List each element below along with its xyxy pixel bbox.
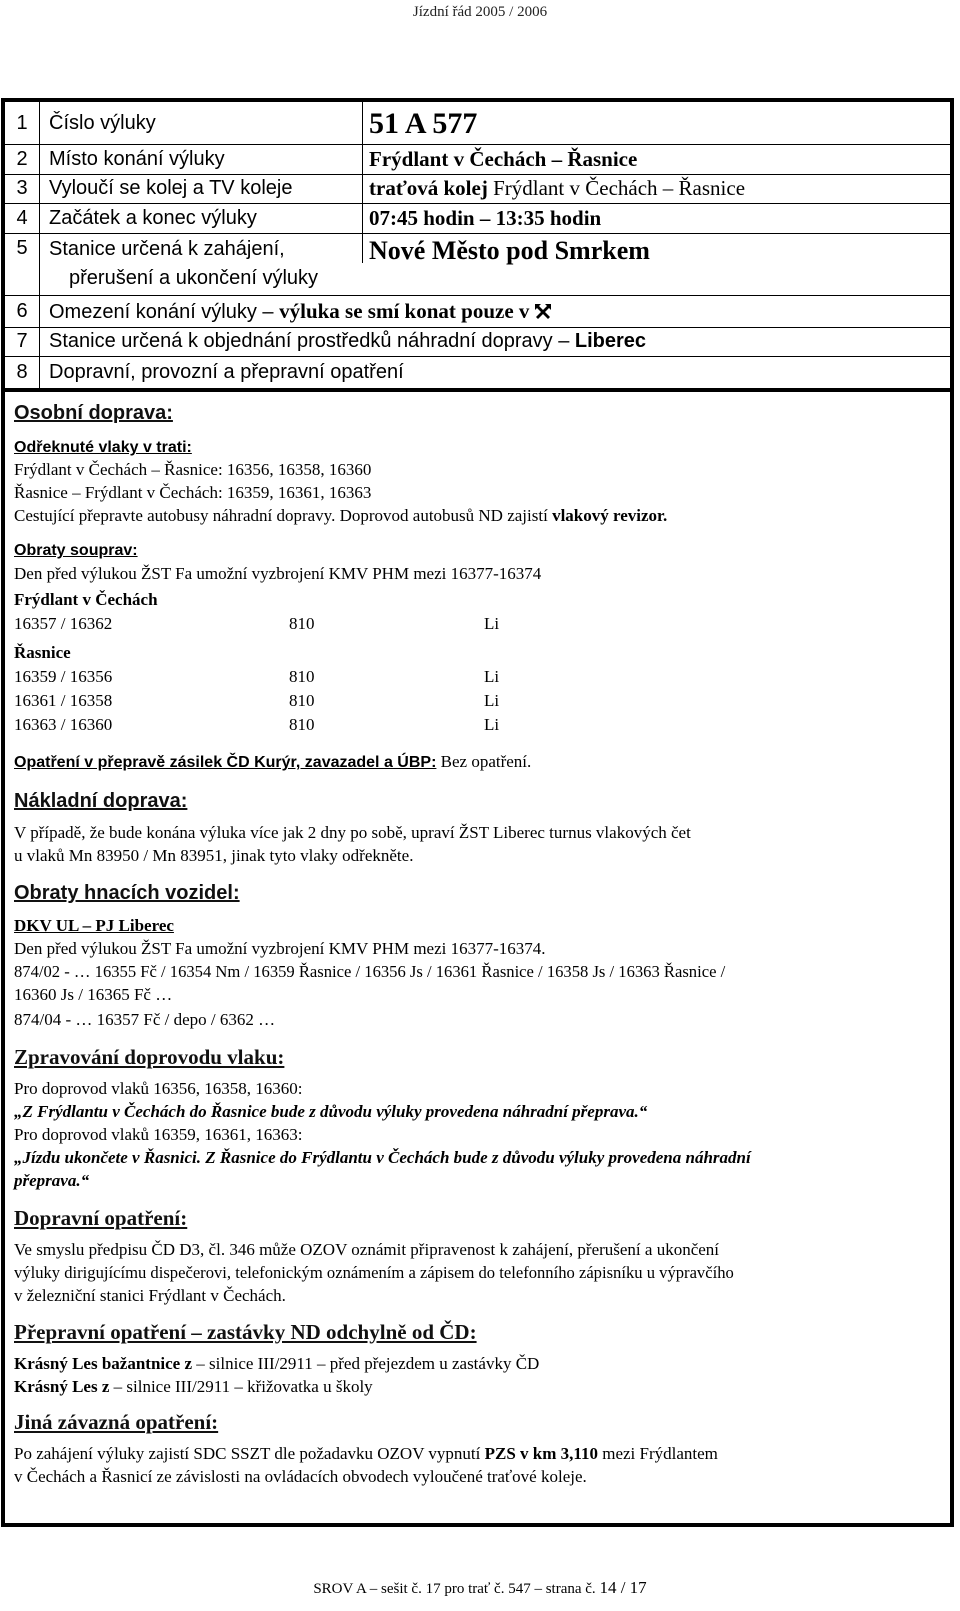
table-row-5 xyxy=(5,233,950,296)
row-number: 4 xyxy=(5,203,40,233)
opatreni-zasilek: Opatření v přepravě zásilek ČD Kurýr, zavazadel a ÚBP: Bez opatření. xyxy=(14,752,532,771)
dopravni-line-2: výluky dirigujícímu dispečerovi, telefonickým oznámením a zápisem do telefonního zápisníku u výpravčího xyxy=(14,1263,734,1282)
row-label: Vyloučí se kolej a TV koleje xyxy=(49,177,293,199)
row-number: 5 xyxy=(5,233,40,295)
nakladni-line-1: V případě, že bude konána výluka více jak 2 dny po sobě, upraví ŽST Liberec turnus vlakových čet xyxy=(14,823,691,842)
section-heading-zpravovani: Zpravování doprovodu vlaku: xyxy=(14,1045,285,1069)
row-label: Začátek a konec výluky xyxy=(49,207,257,229)
zpravovani-line-2: „Z Frýdlantu v Čechách do Řasnice bude z důvodu výluky provedena náhradní přeprava.“ xyxy=(14,1102,648,1121)
row-value: výluka se smí konat pouze v xyxy=(279,299,530,323)
section-heading-dopravni: Dopravní opatření: xyxy=(14,1206,188,1230)
track-type: traťová kolej xyxy=(369,176,488,200)
track-section: Frýdlant v Čechách – Řasnice xyxy=(487,176,746,200)
nakladni-line-2: u vlaků Mn 83950 / Mn 83951, jinak tyto vlaky odřekněte. xyxy=(14,846,414,865)
section-heading-jina: Jiná závazná opatření: xyxy=(14,1410,219,1434)
osobni-line-1: Frýdlant v Čechách – Řasnice: 16356, 16358, 16360 xyxy=(14,460,372,479)
jina-line-1: Po zahájení výluky zajistí SDC SSZT dle požadavku OZOV vypnutí PZS v km 3,110 mezi Frýdlantem xyxy=(14,1444,718,1463)
table-row-1 xyxy=(5,102,950,145)
zpravovani-line-5: přeprava.“ xyxy=(14,1171,90,1190)
zpravovani-line-1: Pro doprovod vlaků 16356, 16358, 16360: xyxy=(14,1079,303,1098)
prepravni-line-2: Krásný Les z – silnice III/2911 – křižovatka u školy xyxy=(14,1377,373,1396)
station-rasnice: Řasnice xyxy=(14,643,71,662)
document-frame: 1 Číslo výluky 51 A 577 2 Místo konání výluky Frýdlant v Čechách – Řasnice 3 Vyloučí se kolej a TV koleje traťová kolej Frýdlant v Čechách – Řasnice 4 Začátek a konec výluky 07:45 hodin – 13:35 hodin 5 Stanice určená k zahájení, přerušení a ukončení výluky Nové Město pod Smrkem 6 Omezení konání výluky – výluka se smí konat pouze v 7 Stanice určená k objednání prostředků náhradní dopravy – Liberec 8 Dopravní, provozní a přepravní opatření Osobní doprava: Odřeknuté vlaky v trati: Frýdlant v Čechách – Řasnice: 16356, 16358, 16360 Řasnice – Frýdlant v Čechách: 16359, 16361, 16363 Cestující přepravte autobusy náhradní dopravy. Doprovod autobusů ND zajistí vlakový revizor. Obraty souprav: Den před výlukou ŽST Fa umožní vyzbrojení KMV PHM mezi 16377-16374 Frýdlant v Čechách 16357 / 16362 810 Li Řasnice 16359 / 16356 810 Li 16361 / 16358 810 Li 16363 / 16360 810 Li Opatření v přepravě zásilek ČD Kurýr, zavazadel a ÚBP: Bez opatření. Nákladní doprava: V případě, že bude konána výluka více jak 2 dny po sobě, upraví ŽST Liberec turnus vlakových čet u vlaků Mn 83950 / Mn 83951, jinak tyto vlaky odřekněte. Obraty hnacích vozidel: DKV UL – PJ Liberec Den před výlukou ŽST Fa umožní vyzbrojení KMV PHM mezi 16377-16374. 874/02 - … 16355 Fč / 16354 Nm / 16359 Řasnice / 16356 Js / 16361 Řasnice / 16358 Js / 16363 Řasnice / 16360 Js / 16365 Fč … 874/04 - … 16357 Fč / depo / 6362 … Zpravování doprovodu vlaku: Pro doprovod vlaků 16356, 16358, 16360: „Z Frýdlantu v Čechách do Řasnice bude z důvodu výluky provedena náhradní přeprava.“ Pro doprovod vlaků 16359, 16361, 16363: „Jízdu ukončete v Řasnici. Z Řasnice do Frýdlantu v Čechách bude z důvodu výluky provedena náhradní přeprava.“ Dopravní opatření: Ve smyslu předpisu ČD D3, čl. 346 může OZOV oznámit připravenost k zahájení, přerušení a ukončení výluky dirigujícímu dispečerovi, telefonickým oznámením a zápisem do telefonního zápisníku u výpravčího v železniční stanici Frýdlant v Čechách. Přepravní opatření – zastávky ND odchylně od ČD: Krásný Les bažantnice z – silnice III/2911 – před přejezdem u zastávky ČD Krásný Les z – silnice III/2911 – křižovatka u školy Jiná závazná opatření: Po zahájení výluky zajistí SDC SSZT dle požadavku OZOV vypnutí PZS v km 3,110 mezi Frýdlantem v Čechách a Řasnicí ze závislosti na ovládacích obvodech vyloučené traťové koleje. xyxy=(1,98,954,1527)
exclusion-number: 51 A 577 xyxy=(369,107,478,140)
osobni-sub-odreknute: Odřeknuté vlaky v trati: xyxy=(14,439,192,456)
row-number: 7 xyxy=(5,327,40,356)
jina-line-2: v Čechách a Řasnicí ze závislosti na ovládacích obvodech vyloučené traťové koleje. xyxy=(14,1467,587,1486)
obraty-line-4: 874/04 - … 16357 Fč / depo / 6362 … xyxy=(14,1010,276,1029)
page-total: 17 xyxy=(629,1578,647,1597)
row-value: Liberec xyxy=(574,330,647,352)
row-label: Číslo výluky xyxy=(49,112,156,134)
obraty-line-3: 16360 Js / 16365 Fč … xyxy=(14,985,173,1004)
table-row-7 xyxy=(5,327,950,357)
section-heading-nakladni: Nákladní doprava: xyxy=(14,790,188,812)
zpravovani-line-3: Pro doprovod vlaků 16359, 16361, 16363: xyxy=(14,1125,303,1144)
row-label: Místo konání výluky xyxy=(49,148,225,170)
row-label-line-2: přerušení a ukončení výluky xyxy=(69,267,319,289)
row-label-line-1: Stanice určená k zahájení, xyxy=(49,238,285,260)
column-divider xyxy=(362,144,363,174)
osobni-line-2: Řasnice – Frýdlant v Čechách: 16359, 16361, 16363 xyxy=(14,483,372,502)
row-content xyxy=(49,295,553,331)
row-label: Stanice určená k objednání prostředků náhradní dopravy – xyxy=(49,330,575,352)
prepravni-line-1: Krásný Les bažantnice z – silnice III/2911 – před přejezdem u zastávky ČD xyxy=(14,1354,540,1373)
zpravovani-line-4: „Jízdu ukončete v Řasnici. Z Řasnice do Frýdlantu v Čechách bude z důvodu výluky provedena náhradní xyxy=(14,1148,751,1167)
row-number: 1 xyxy=(5,102,40,144)
row-value: 07:45 hodin – 13:35 hodin xyxy=(369,206,602,230)
table-row-3 xyxy=(5,174,950,204)
table-row-4 xyxy=(5,203,950,234)
row-content xyxy=(49,327,646,356)
row-label xyxy=(49,235,318,293)
section-heading-prepravni: Přepravní opatření – zastávky ND odchylně od ČD: xyxy=(14,1320,477,1344)
obraty-line-2: 874/02 - … 16355 Fč / 16354 Nm / 16359 Řasnice / 16356 Js / 16361 Řasnice / 16358 Js / 16363 Řasnice / xyxy=(14,962,726,981)
dopravni-line-1: Ve smyslu předpisu ČD D3, čl. 346 může OZOV oznámit připravenost k zahájení, přerušení a ukončení xyxy=(14,1240,720,1259)
document-header-title: Jízdní řád 2005 / 2006 xyxy=(412,4,548,20)
footer-text: SROV A – sešit č. 17 pro trať č. 547 – strana č. xyxy=(313,1581,596,1597)
column-divider xyxy=(362,233,363,263)
station-frydlant: Frýdlant v Čechách xyxy=(14,590,158,609)
row-value: Nové Město pod Smrkem xyxy=(369,236,650,265)
column-divider xyxy=(362,174,363,203)
page-number: 14 xyxy=(599,1578,617,1597)
column-divider xyxy=(362,203,363,233)
obraty-sub: DKV UL – PJ Liberec xyxy=(14,916,174,935)
row-number: 8 xyxy=(5,356,40,388)
page-footer xyxy=(0,1578,960,1598)
table-row-8 xyxy=(5,356,950,392)
page-separator: / xyxy=(616,1578,630,1597)
osobni-sub-obraty: Obraty souprav: xyxy=(14,542,138,559)
dopravni-line-3: v železniční stanici Frýdlant v Čechách. xyxy=(14,1286,286,1305)
row-number: 6 xyxy=(5,295,40,327)
row-value: Frýdlant v Čechách – Řasnice xyxy=(369,147,638,171)
section-heading-obraty: Obraty hnacích vozidel: xyxy=(14,882,240,904)
osobni-line-4: Den před výlukou ŽST Fa umožní vyzbrojení KMV PHM mezi 16377-16374 xyxy=(14,564,542,583)
row-number: 3 xyxy=(5,174,40,203)
row-number: 2 xyxy=(5,144,40,174)
row-label: Dopravní, provozní a přepravní opatření xyxy=(49,361,404,383)
table-row-6 xyxy=(5,295,950,328)
row-label: Omezení konání výluky – xyxy=(49,301,280,323)
row-value xyxy=(369,174,745,203)
osobni-line-3: Cestující přepravte autobusy náhradní dopravy. Doprovod autobusů ND zajistí vlakový revizor. xyxy=(14,506,668,525)
column-divider xyxy=(362,102,363,144)
section-heading-osobni: Osobní doprava: xyxy=(14,402,173,424)
table-row-2 xyxy=(5,144,950,175)
obraty-line-1: Den před výlukou ŽST Fa umožní vyzbrojení KMV PHM mezi 16377-16374. xyxy=(14,939,546,958)
